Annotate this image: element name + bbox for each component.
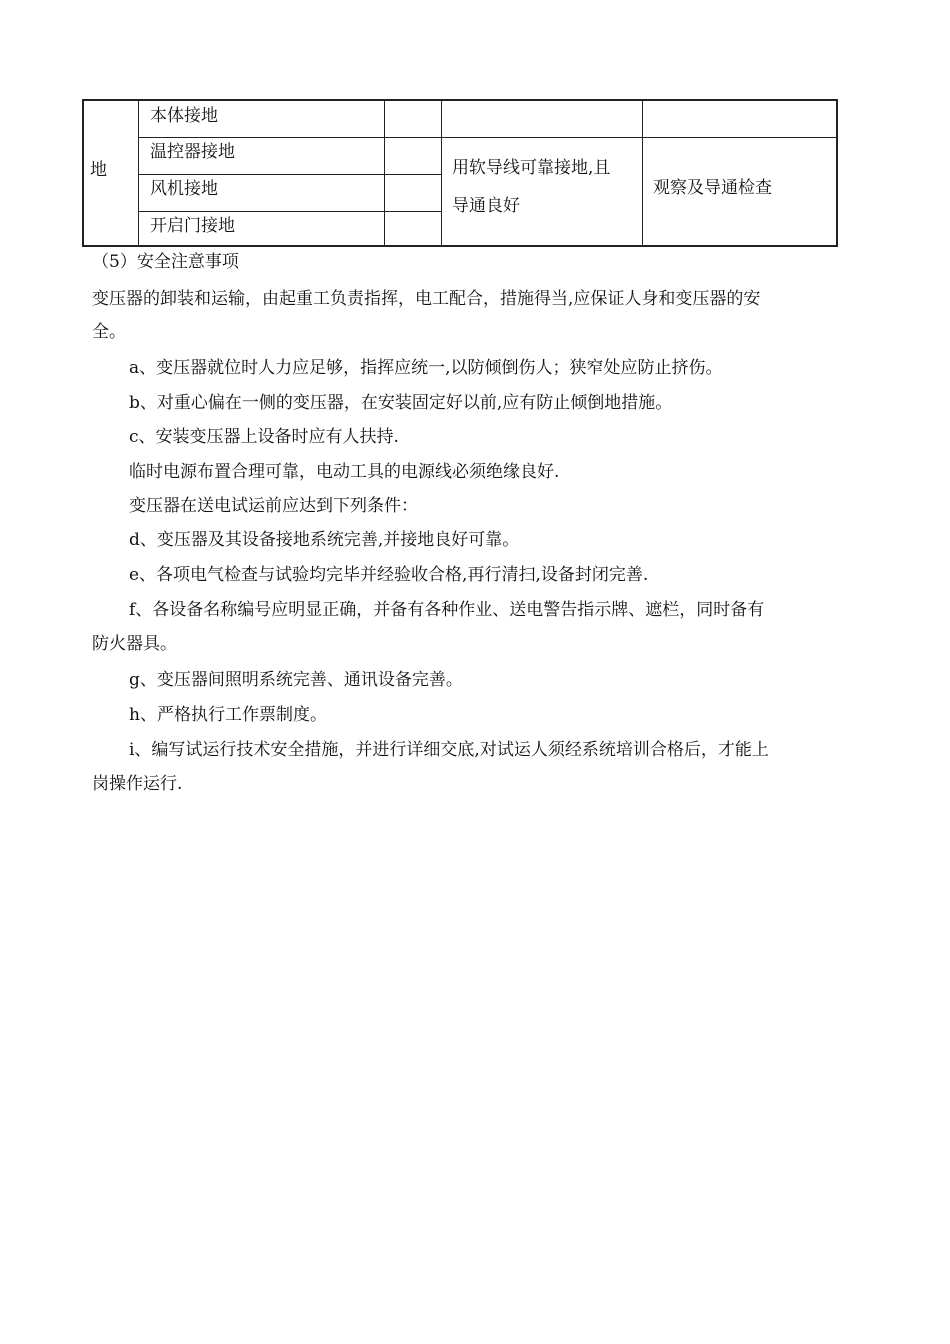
paragraph-conditions-intro: 变压器在送电试运前应达到下列条件： <box>129 496 418 516</box>
paragraph-intro-line: 变压器的卸装和运输，由起重工负责指挥，电工配合，措施得当,应保证人身和变压器的安 <box>92 289 761 309</box>
list-item-i-line: 岗操作运行. <box>92 774 183 794</box>
table-col-divider <box>384 101 385 245</box>
list-item-g: g、变压器间照明系统完善、通讯设备完善。 <box>129 670 463 690</box>
list-item-b: b、对重心偏在一侧的变压器，在安装固定好以前,应有防止倾倒地措施。 <box>129 393 673 413</box>
list-item-c: c、安装变压器上设备时应有人扶持. <box>129 427 399 447</box>
table-col-divider <box>441 101 442 245</box>
list-item-a: a、变压器就位时人力应足够，指挥应统一,以防倾倒伤人；狭窄处应防止挤伤。 <box>129 358 723 378</box>
list-item-f-line: 防火器具。 <box>92 634 177 654</box>
list-item-d: d、变压器及其设备接地系统完善,并接地良好可靠。 <box>129 530 520 550</box>
list-item-f-line: f、各设备名称编号应明显正确，并备有各种作业、送电警告指示牌、遮栏，同时备有 <box>129 600 765 620</box>
table-row-item: 本体接地 <box>150 106 218 126</box>
table-row-item: 风机接地 <box>150 179 218 199</box>
list-item-i-line: i、编写试运行技术安全措施，并进行详细交底,对试运人须经系统培训合格后，才能上 <box>129 740 769 760</box>
table-method: 观察及导通检查 <box>653 178 772 198</box>
table-row-item: 开启门接地 <box>150 216 235 236</box>
table-row-divider <box>441 137 836 138</box>
paragraph-intro-line: 全。 <box>92 322 126 342</box>
table-row-item: 温控器接地 <box>150 142 235 162</box>
list-item-h: h、严格执行工作票制度。 <box>129 705 327 725</box>
table-group-label: 地 <box>90 160 107 180</box>
table-requirement-line: 导通良好 <box>452 196 520 216</box>
list-item-e: e、各项电气检查与试验均完毕并经验收合格,再行清扫,设备封闭完善. <box>129 565 649 585</box>
table-row-divider <box>138 174 442 175</box>
table-col-divider <box>138 101 139 245</box>
grounding-table <box>82 99 838 247</box>
table-requirement-line: 用软导线可靠接地,且 <box>452 158 611 178</box>
paragraph-temp-power: 临时电源布置合理可靠，电动工具的电源线必须绝缘良好. <box>129 462 560 482</box>
table-row-divider <box>138 137 442 138</box>
section-heading: （5）安全注意事项 <box>92 252 239 272</box>
table-col-divider <box>642 101 643 245</box>
table-row-divider <box>138 211 442 212</box>
